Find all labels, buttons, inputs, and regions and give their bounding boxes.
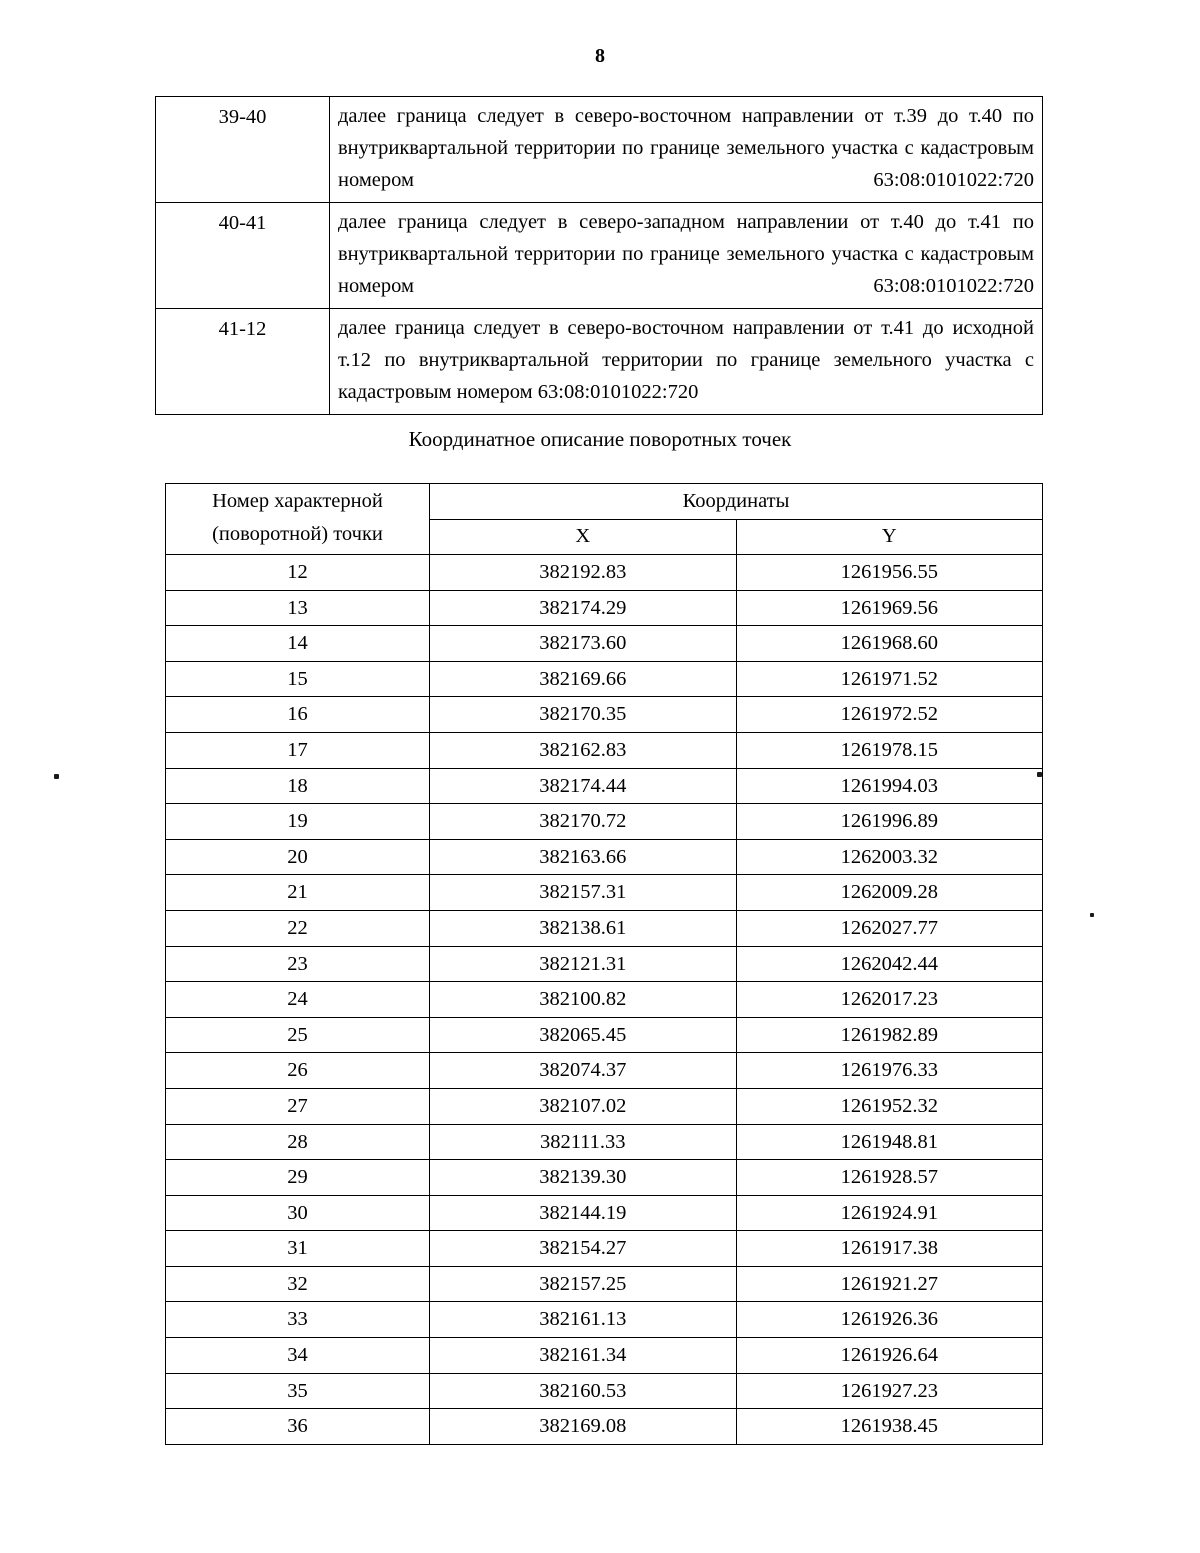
y-coordinate-cell: 1261924.91 [736, 1195, 1043, 1231]
y-coordinate-cell: 1261917.38 [736, 1231, 1043, 1267]
x-coordinate-cell: 382163.66 [430, 839, 737, 875]
point-number-cell: 34 [166, 1338, 430, 1374]
x-coordinate-cell: 382162.83 [430, 732, 737, 768]
section-heading: Координатное описание поворотных точек [408, 427, 792, 451]
coordinates-table [165, 483, 1043, 1445]
table-header-row [166, 484, 1043, 520]
y-coordinate-cell: 1261976.33 [736, 1053, 1043, 1089]
point-number-cell: 24 [166, 982, 430, 1018]
y-coordinate-cell: 1261978.15 [736, 732, 1043, 768]
x-coordinate-cell: 382157.31 [430, 875, 737, 911]
table-row [156, 309, 1043, 415]
x-coordinate-cell: 382144.19 [430, 1195, 737, 1231]
table-row [166, 839, 1043, 875]
point-number-cell: 27 [166, 1088, 430, 1124]
point-number-cell: 28 [166, 1124, 430, 1160]
point-number-cell: 15 [166, 661, 430, 697]
y-coordinate-cell: 1261938.45 [736, 1409, 1043, 1445]
y-coordinate-cell: 1261926.64 [736, 1338, 1043, 1374]
point-number-cell: 29 [166, 1160, 430, 1196]
point-number-cell: 23 [166, 946, 430, 982]
table-row [166, 1266, 1043, 1302]
y-coordinate-cell: 1261972.52 [736, 697, 1043, 733]
y-coordinate-cell: 1261982.89 [736, 1017, 1043, 1053]
page-number: 8 [595, 45, 605, 67]
y-coordinate-cell: 1261921.27 [736, 1266, 1043, 1302]
point-number-cell: 14 [166, 626, 430, 662]
table-row [166, 1338, 1043, 1374]
table-row [166, 875, 1043, 911]
table-row [166, 732, 1043, 768]
table-row [166, 910, 1043, 946]
table-row [166, 1409, 1043, 1445]
y-coordinate-cell: 1261968.60 [736, 626, 1043, 662]
x-coordinate-cell: 382154.27 [430, 1231, 737, 1267]
boundary-segment-label: 41-12 [156, 309, 330, 415]
table-row [166, 768, 1043, 804]
table-row [166, 982, 1043, 1018]
point-number-cell: 16 [166, 697, 430, 733]
point-number-cell: 33 [166, 1302, 430, 1338]
point-number-cell: 35 [166, 1373, 430, 1409]
scan-speck [1037, 772, 1042, 777]
y-coordinate-cell: 1261996.89 [736, 804, 1043, 840]
y-coordinate-cell: 1261994.03 [736, 768, 1043, 804]
table-row [166, 555, 1043, 591]
table-row [166, 590, 1043, 626]
column-header-x: X [430, 519, 737, 555]
x-coordinate-cell: 382111.33 [430, 1124, 737, 1160]
point-number-cell: 18 [166, 768, 430, 804]
point-number-cell: 22 [166, 910, 430, 946]
table-row [166, 1195, 1043, 1231]
table-row [156, 203, 1043, 309]
x-coordinate-cell: 382138.61 [430, 910, 737, 946]
y-coordinate-cell: 1262042.44 [736, 946, 1043, 982]
y-coordinate-cell: 1261952.32 [736, 1088, 1043, 1124]
x-coordinate-cell: 382065.45 [430, 1017, 737, 1053]
boundary-description-table [155, 96, 1043, 415]
y-coordinate-cell: 1262017.23 [736, 982, 1043, 1018]
boundary-segment-description: далее граница следует в северо-восточном направлении от т.39 до т.40 по внутриквартальной территории по границе земельного участка с кадастровым номером 63:08:0101022:720 [330, 97, 1043, 203]
boundary-segment-description: далее граница следует в северо-восточном направлении от т.41 до исходной т.12 по внутриквартальной территории по границе земельного участка с кадастровым номером 63:08:0101022:720 [330, 309, 1043, 415]
table-row [166, 661, 1043, 697]
x-coordinate-cell: 382121.31 [430, 946, 737, 982]
point-number-cell: 21 [166, 875, 430, 911]
table-row [166, 1053, 1043, 1089]
point-number-cell: 30 [166, 1195, 430, 1231]
table-row [166, 626, 1043, 662]
column-header-point-line1: Номер характерной [212, 490, 383, 512]
point-number-cell: 36 [166, 1409, 430, 1445]
x-coordinate-cell: 382169.66 [430, 661, 737, 697]
column-header-y: Y [736, 519, 1043, 555]
table-row [166, 1088, 1043, 1124]
x-coordinate-cell: 382169.08 [430, 1409, 737, 1445]
boundary-segment-label: 40-41 [156, 203, 330, 309]
column-header-coordinates: Координаты [430, 484, 1043, 520]
coordinates-table-head [166, 484, 1043, 555]
x-coordinate-cell: 382170.72 [430, 804, 737, 840]
table-row [166, 1231, 1043, 1267]
column-header-point-line2: (поворотной) точки [212, 523, 383, 545]
y-coordinate-cell: 1261971.52 [736, 661, 1043, 697]
y-coordinate-cell: 1261969.56 [736, 590, 1043, 626]
y-coordinate-cell: 1261928.57 [736, 1160, 1043, 1196]
table-row [166, 697, 1043, 733]
x-coordinate-cell: 382192.83 [430, 555, 737, 591]
table-row [166, 1017, 1043, 1053]
x-coordinate-cell: 382160.53 [430, 1373, 737, 1409]
x-coordinate-cell: 382107.02 [430, 1088, 737, 1124]
column-header-point [166, 484, 430, 555]
x-coordinate-cell: 382174.29 [430, 590, 737, 626]
y-coordinate-cell: 1262009.28 [736, 875, 1043, 911]
y-coordinate-cell: 1261948.81 [736, 1124, 1043, 1160]
point-number-cell: 17 [166, 732, 430, 768]
point-number-cell: 31 [166, 1231, 430, 1267]
y-coordinate-cell: 1262027.77 [736, 910, 1043, 946]
y-coordinate-cell: 1262003.32 [736, 839, 1043, 875]
y-coordinate-cell: 1261956.55 [736, 555, 1043, 591]
x-coordinate-cell: 382170.35 [430, 697, 737, 733]
x-coordinate-cell: 382173.60 [430, 626, 737, 662]
scan-speck [1090, 913, 1094, 917]
x-coordinate-cell: 382074.37 [430, 1053, 737, 1089]
table-row [166, 1124, 1043, 1160]
x-coordinate-cell: 382161.13 [430, 1302, 737, 1338]
table-row [166, 804, 1043, 840]
point-number-cell: 13 [166, 590, 430, 626]
y-coordinate-cell: 1261926.36 [736, 1302, 1043, 1338]
point-number-cell: 20 [166, 839, 430, 875]
boundary-table-body [156, 97, 1043, 415]
coordinates-table-body [166, 555, 1043, 1445]
boundary-segment-label: 39-40 [156, 97, 330, 203]
x-coordinate-cell: 382157.25 [430, 1266, 737, 1302]
point-number-cell: 19 [166, 804, 430, 840]
table-row [166, 1160, 1043, 1196]
point-number-cell: 12 [166, 555, 430, 591]
point-number-cell: 26 [166, 1053, 430, 1089]
table-row [166, 1302, 1043, 1338]
x-coordinate-cell: 382161.34 [430, 1338, 737, 1374]
y-coordinate-cell: 1261927.23 [736, 1373, 1043, 1409]
table-row [166, 946, 1043, 982]
x-coordinate-cell: 382139.30 [430, 1160, 737, 1196]
table-row [156, 97, 1043, 203]
point-number-cell: 32 [166, 1266, 430, 1302]
x-coordinate-cell: 382100.82 [430, 982, 737, 1018]
boundary-segment-description: далее граница следует в северо-западном направлении от т.40 до т.41 по внутриквартальной территории по границе земельного участка с кадастровым номером 63:08:0101022:720 [330, 203, 1043, 309]
point-number-cell: 25 [166, 1017, 430, 1053]
x-coordinate-cell: 382174.44 [430, 768, 737, 804]
scan-speck [54, 774, 59, 779]
table-row [166, 1373, 1043, 1409]
